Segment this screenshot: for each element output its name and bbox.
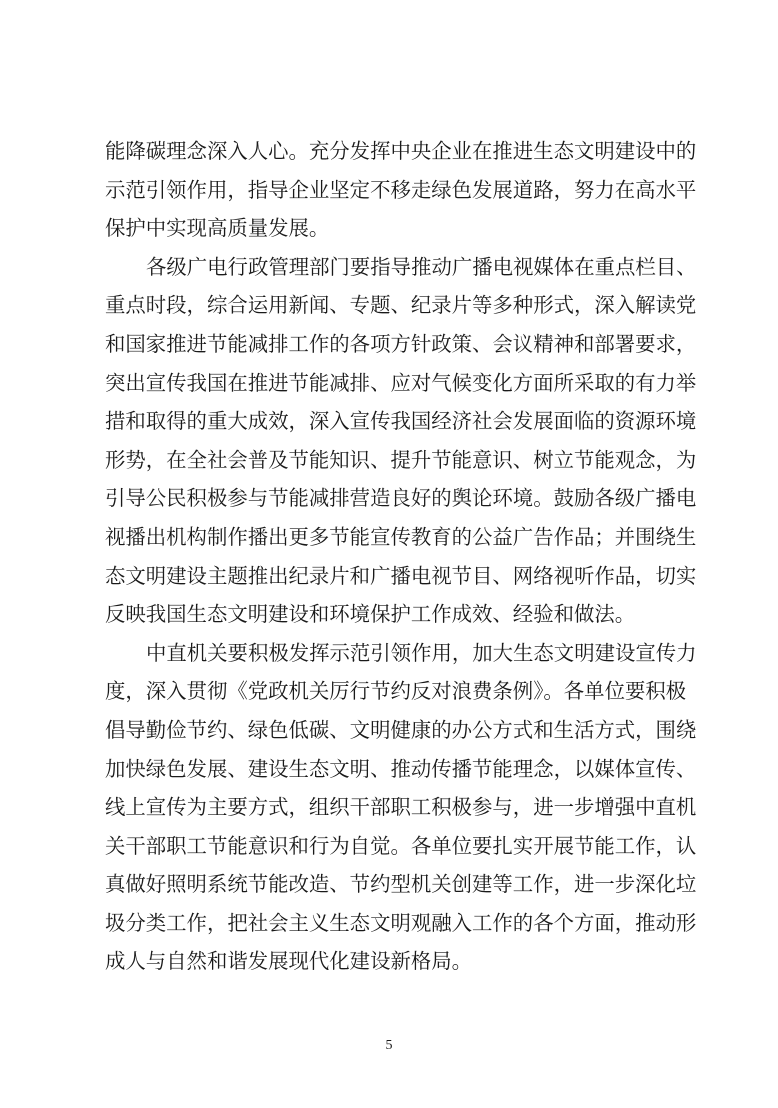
paragraph (105, 248, 697, 634)
text-line: 线上宣传为主要方式，组织干部职工积极参与，进一步增强中直机 (105, 795, 697, 820)
text-line: 加快绿色发展、建设生态文明、推动传播节能理念，以媒体宣传、 (105, 756, 697, 781)
text-line: 成人与自然和谐发展现代化建设新格局。 (105, 949, 473, 974)
text-line: 视播出机构制作播出更多节能宣传教育的公益广告作品；并围绕生 (105, 524, 697, 549)
page-number: 5 (385, 1038, 393, 1053)
text-line: 各级广电行政管理部门要指导推动广播电视媒体在重点栏目、 (146, 254, 697, 279)
text-line: 突出宣传我国在推进节能减排、应对气候变化方面所采取的有力举 (105, 370, 697, 395)
text-line: 反映我国生态文明建设和环境保护工作成效、经验和做法。 (105, 602, 636, 627)
text-line: 保护中实现高质量发展。 (105, 216, 330, 241)
text-line: 引导公民积极参与节能减排营造良好的舆论环境。鼓励各级广播电 (105, 486, 697, 511)
text-line: 措和取得的重大成效，深入宣传我国经济社会发展面临的资源环境 (105, 409, 697, 434)
text-line: 能降碳理念深入人心。充分发挥中央企业在推进生态文明建设中的 (105, 139, 697, 163)
text-line: 示范引领作用，指导企业坚定不移走绿色发展道路，努力在高水平 (105, 177, 697, 202)
text-line: 倡导勤俭节约、绿色低碳、文明健康的办公方式和生活方式，围绕 (105, 717, 697, 742)
paragraph (105, 634, 697, 981)
text-line: 真做好照明系统节能改造、节约型机关创建等工作，进一步深化垃 (105, 872, 697, 897)
text-line: 和国家推进节能减排工作的各项方针政策、会议精神和部署要求， (105, 331, 697, 356)
text-line: 中直机关要积极发挥示范引领作用，加大生态文明建设宣传力 (146, 640, 697, 665)
text-line: 圾分类工作，把社会主义生态文明观融入工作的各个方面，推动形 (105, 910, 697, 935)
body-text (105, 132, 697, 981)
text-line: 形势，在全社会普及节能知识、提升节能意识、树立节能观念，为 (105, 447, 697, 472)
text-line: 度，深入贯彻《党政机关厉行节约反对浪费条例》。各单位要积极 (105, 679, 687, 704)
text-line: 态文明建设主题推出纪录片和广播电视节目、网络视听作品，切实 (105, 563, 697, 588)
paragraph (105, 132, 697, 248)
text-line: 重点时段，综合运用新闻、专题、纪录片等多种形式，深入解读党 (105, 293, 697, 318)
text-line: 关干部职工节能意识和行为自觉。各单位要扎实开展节能工作，认 (105, 833, 697, 858)
